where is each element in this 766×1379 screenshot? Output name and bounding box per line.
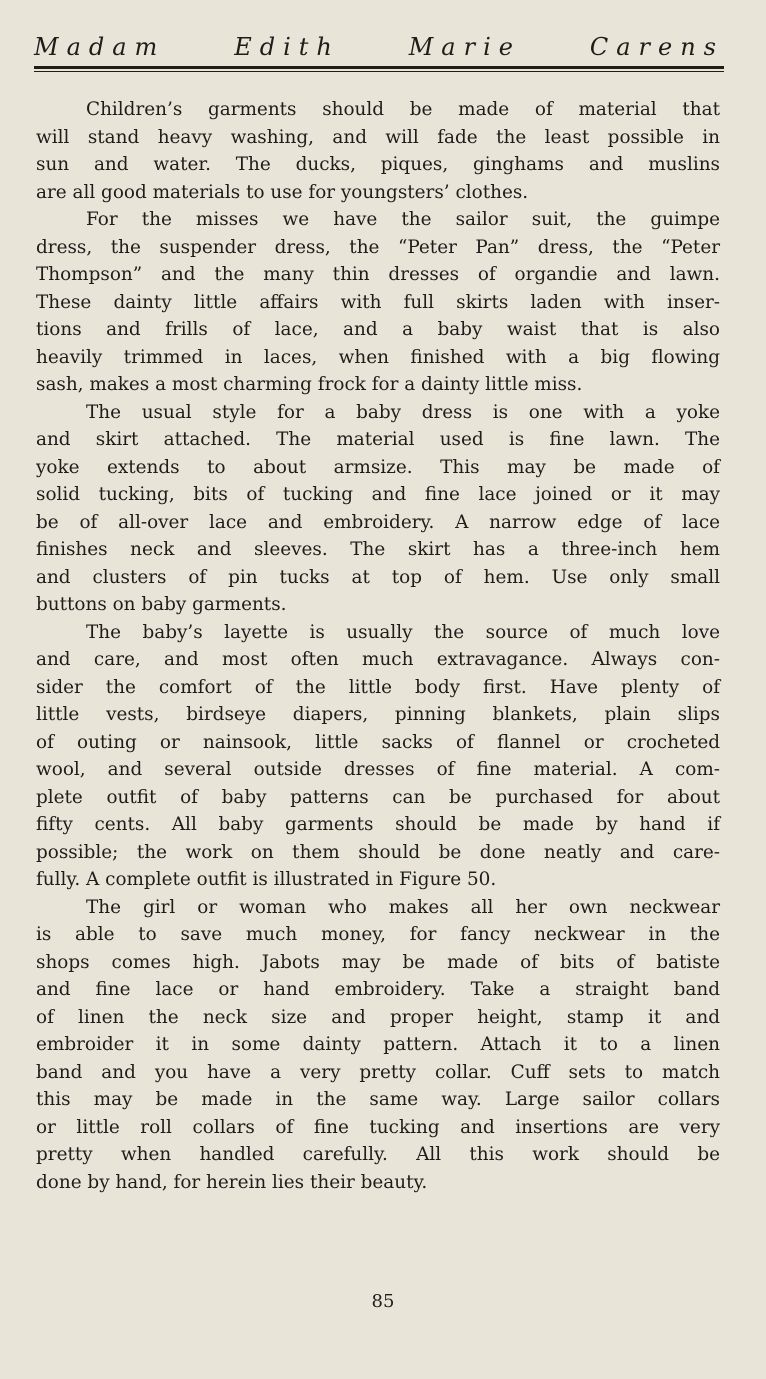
text-line: sun and water. The ducks, piques, ginghams and muslins [36, 154, 720, 175]
text-line: and skirt attached. The material used is fine lawn. The [36, 429, 720, 450]
text-line: this may be made in the same way. Large sailor collars [36, 1089, 720, 1110]
text-line: done by hand, for herein lies their beauty. [36, 1171, 428, 1193]
text-line: embroider it in some dainty pattern. Attach it to a linen [36, 1034, 720, 1055]
paragraph [36, 894, 720, 1197]
paragraph [36, 96, 720, 206]
page-number: 85 [371, 1291, 395, 1312]
text-line: of linen the neck size and proper height, stamp it and [36, 1006, 720, 1028]
text-line: and clusters of pin tucks at top of hem. Use only small [36, 566, 720, 588]
text-line: solid tucking, bits of tucking and fine lace joined or it may [36, 484, 720, 505]
text-line: dress, the suspender dress, the “Peter Pan” dress, the “Peter [36, 236, 720, 258]
text-line: or little roll collars of fine tucking and insertions are very [36, 1116, 720, 1138]
text-line: buttons on baby garments. [36, 594, 287, 615]
text-line: wool, and several outside dresses of fine material. A com- [36, 759, 720, 780]
text-line: yoke extends to about armsize. This may be made of [36, 456, 720, 478]
paragraph [36, 206, 720, 399]
text-line: These dainty little affairs with full skirts laden with inser- [36, 291, 720, 313]
header-word-4: Carens [589, 33, 724, 61]
paragraph [36, 619, 720, 894]
text-line: sash, makes a most charming frock for a dainty little miss. [36, 374, 583, 395]
text-line: and fine lace or hand embroidery. Take a straight band [36, 979, 720, 1000]
header-rule-thin [34, 71, 724, 72]
body-text [36, 96, 720, 1196]
text-line: Children’s garments should be made of material that [86, 99, 720, 120]
header-rule-thick [34, 66, 724, 69]
running-header [34, 32, 724, 62]
text-line: and care, and most often much extravagance. Always con- [36, 649, 720, 670]
text-line: pretty when handled carefully. All this work should be [36, 1144, 720, 1165]
text-line: shops comes high. Jabots may be made of bits of batiste [36, 951, 720, 973]
text-line: The baby’s layette is usually the source of much love [86, 621, 720, 643]
text-line: is able to save much money, for fancy neckwear in the [36, 924, 720, 945]
text-line: finishes neck and sleeves. The skirt has a three-inch hem [36, 539, 720, 560]
text-line: plete outfit of baby patterns can be purchased for about [36, 786, 720, 808]
text-line: be of all-over lace and embroidery. A narrow edge of lace [36, 511, 720, 533]
text-line: sider the comfort of the little body first. Have plenty of [36, 676, 720, 698]
text-line: heavily trimmed in laces, when finished with a big flowing [36, 346, 720, 368]
header-word-3: Marie [408, 33, 521, 61]
header-word-1: Madam [34, 33, 166, 61]
text-line: little vests, birdseye diapers, pinning blankets, plain slips [36, 704, 720, 725]
text-line: For the misses we have the sailor suit, the guimpe [86, 209, 720, 230]
text-line: of outing or nainsook, little sacks of flannel or crocheted [36, 731, 720, 753]
text-line: The usual style for a baby dress is one with a yoke [86, 401, 720, 423]
text-line: fully. A complete outfit is illustrated in Figure 50. [36, 869, 497, 890]
text-line: will stand heavy washing, and will fade the least possible in [36, 126, 720, 148]
header-word-2: Edith [234, 33, 340, 61]
text-line: possible; the work on them should be done neatly and care- [36, 841, 720, 863]
text-line: fifty cents. All baby garments should be made by hand if [36, 814, 720, 835]
text-line: band and you have a very pretty collar. Cuff sets to match [36, 1061, 720, 1083]
paragraph [36, 399, 720, 619]
text-line: are all good materials to use for youngsters’ clothes. [36, 181, 529, 203]
text-line: Thompson” and the many thin dresses of organdie and lawn. [36, 264, 720, 285]
text-line: The girl or woman who makes all her own neckwear [86, 896, 720, 918]
text-line: tions and frills of lace, and a baby waist that is also [36, 319, 720, 340]
